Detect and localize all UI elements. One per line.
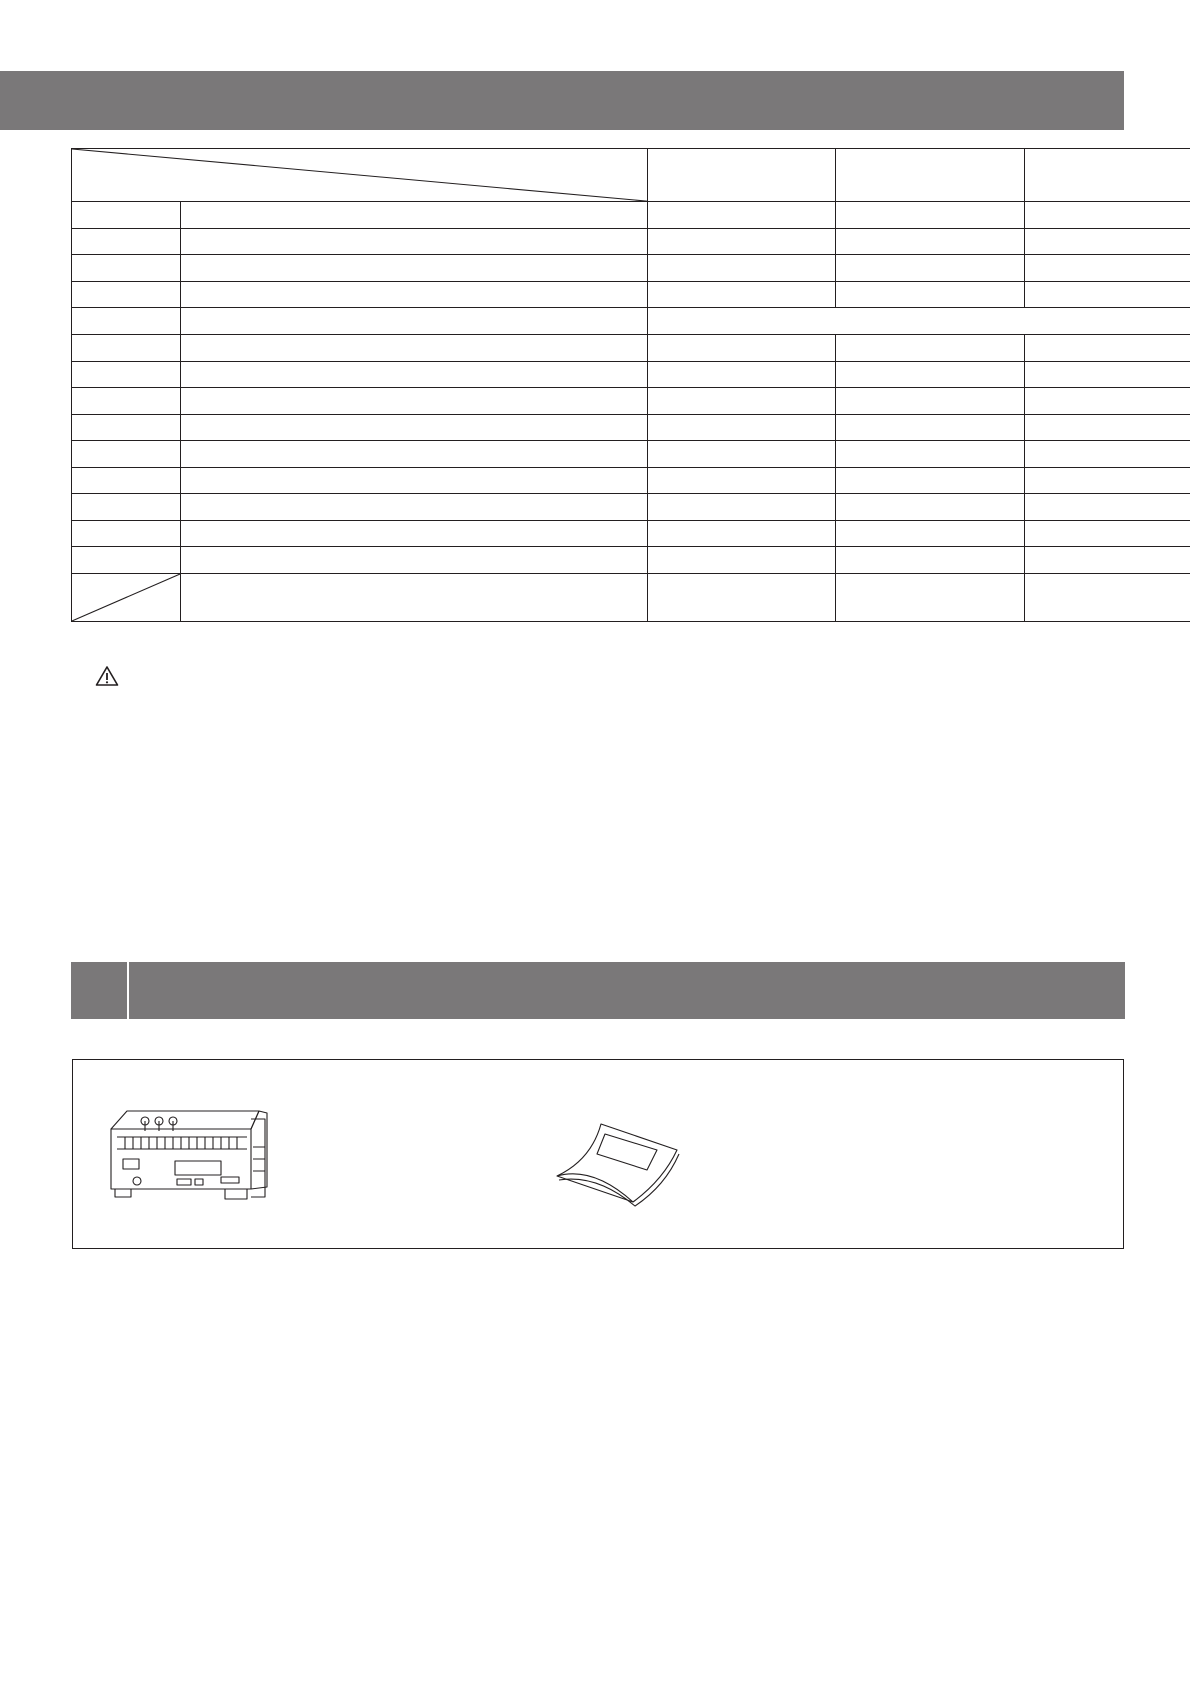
row-number	[72, 228, 181, 255]
row-value-3	[1025, 255, 1190, 282]
row-value-1	[648, 281, 836, 308]
section-number-divider	[127, 962, 129, 1019]
table-row	[72, 414, 1190, 441]
header-col-3	[1025, 149, 1190, 202]
specifications-table	[71, 148, 1190, 622]
table-row	[72, 281, 1190, 308]
row-value-1	[648, 388, 836, 415]
row-value-3	[1025, 388, 1190, 415]
row-value-3	[1025, 228, 1190, 255]
row-value-1	[648, 547, 836, 574]
row-number	[72, 388, 181, 415]
row-value-1	[648, 494, 836, 521]
row-number	[72, 467, 181, 494]
row-number	[72, 520, 181, 547]
row-number	[72, 255, 181, 282]
row-value-1	[648, 520, 836, 547]
header-band	[0, 71, 1124, 130]
last-row-corner	[72, 574, 181, 622]
row-item	[181, 361, 648, 388]
table-row	[72, 361, 1190, 388]
row-item	[181, 414, 648, 441]
row-item	[181, 494, 648, 521]
table-row	[72, 494, 1190, 521]
table-row	[72, 202, 1190, 229]
table-row	[72, 255, 1190, 282]
row-value-1	[648, 228, 836, 255]
row-item	[181, 228, 648, 255]
row-value-2	[836, 202, 1025, 229]
row-number	[72, 281, 181, 308]
row-value-1	[648, 202, 836, 229]
row-value-2	[836, 281, 1025, 308]
row-item	[181, 255, 648, 282]
table-row	[72, 334, 1190, 361]
table-row	[72, 441, 1190, 468]
header-col-1	[648, 149, 836, 202]
row-value-1	[648, 255, 836, 282]
row-value-3	[1025, 334, 1190, 361]
table-last-row	[72, 574, 1190, 622]
row-value-1	[648, 414, 836, 441]
warning-triangle-icon	[95, 665, 119, 687]
row-value-3	[1025, 414, 1190, 441]
row-item	[181, 441, 648, 468]
row-value-2	[836, 361, 1025, 388]
row-value-2	[836, 467, 1025, 494]
row-value-3	[1025, 494, 1190, 521]
table-corner-header	[72, 149, 648, 202]
table-row	[72, 228, 1190, 255]
instruction-booklet-illustration	[523, 1120, 693, 1220]
table-row	[72, 547, 1190, 574]
row-number	[72, 547, 181, 574]
row-value-3	[1025, 281, 1190, 308]
row-value-2	[836, 547, 1025, 574]
row-value-2	[836, 441, 1025, 468]
package-contents-box	[72, 1059, 1124, 1249]
row-merged-value	[648, 308, 1190, 335]
row-number	[72, 414, 181, 441]
table-header-row	[72, 149, 1190, 202]
row-value-3	[1025, 202, 1190, 229]
row-value-2	[836, 255, 1025, 282]
last-row-item	[181, 574, 648, 622]
last-row-value-2	[836, 574, 1025, 622]
table-row	[72, 308, 1190, 335]
row-item	[181, 202, 648, 229]
row-number	[72, 494, 181, 521]
row-value-3	[1025, 520, 1190, 547]
row-value-3	[1025, 441, 1190, 468]
row-value-1	[648, 441, 836, 468]
table-row	[72, 520, 1190, 547]
row-item	[181, 388, 648, 415]
table-row	[72, 388, 1190, 415]
row-value-2	[836, 228, 1025, 255]
diagonal-line	[72, 574, 180, 621]
row-value-2	[836, 334, 1025, 361]
row-number	[72, 308, 181, 335]
row-number	[72, 334, 181, 361]
row-value-2	[836, 414, 1025, 441]
row-item	[181, 334, 648, 361]
table-row	[72, 467, 1190, 494]
row-value-1	[648, 467, 836, 494]
row-value-2	[836, 388, 1025, 415]
row-item	[181, 547, 648, 574]
row-number	[72, 441, 181, 468]
row-item	[181, 467, 648, 494]
last-row-value-3	[1025, 574, 1190, 622]
header-col-2	[836, 149, 1025, 202]
row-value-1	[648, 334, 836, 361]
row-item	[181, 281, 648, 308]
row-number	[72, 361, 181, 388]
row-item	[181, 520, 648, 547]
row-value-3	[1025, 467, 1190, 494]
row-value-1	[648, 361, 836, 388]
row-value-2	[836, 494, 1025, 521]
row-value-2	[836, 520, 1025, 547]
row-item	[181, 308, 648, 335]
controller-unit-illustration	[101, 1097, 271, 1207]
row-value-3	[1025, 361, 1190, 388]
section-header-band	[71, 962, 1125, 1019]
row-number	[72, 202, 181, 229]
row-value-3	[1025, 547, 1190, 574]
last-row-value-1	[648, 574, 836, 622]
diagonal-line	[72, 149, 647, 201]
